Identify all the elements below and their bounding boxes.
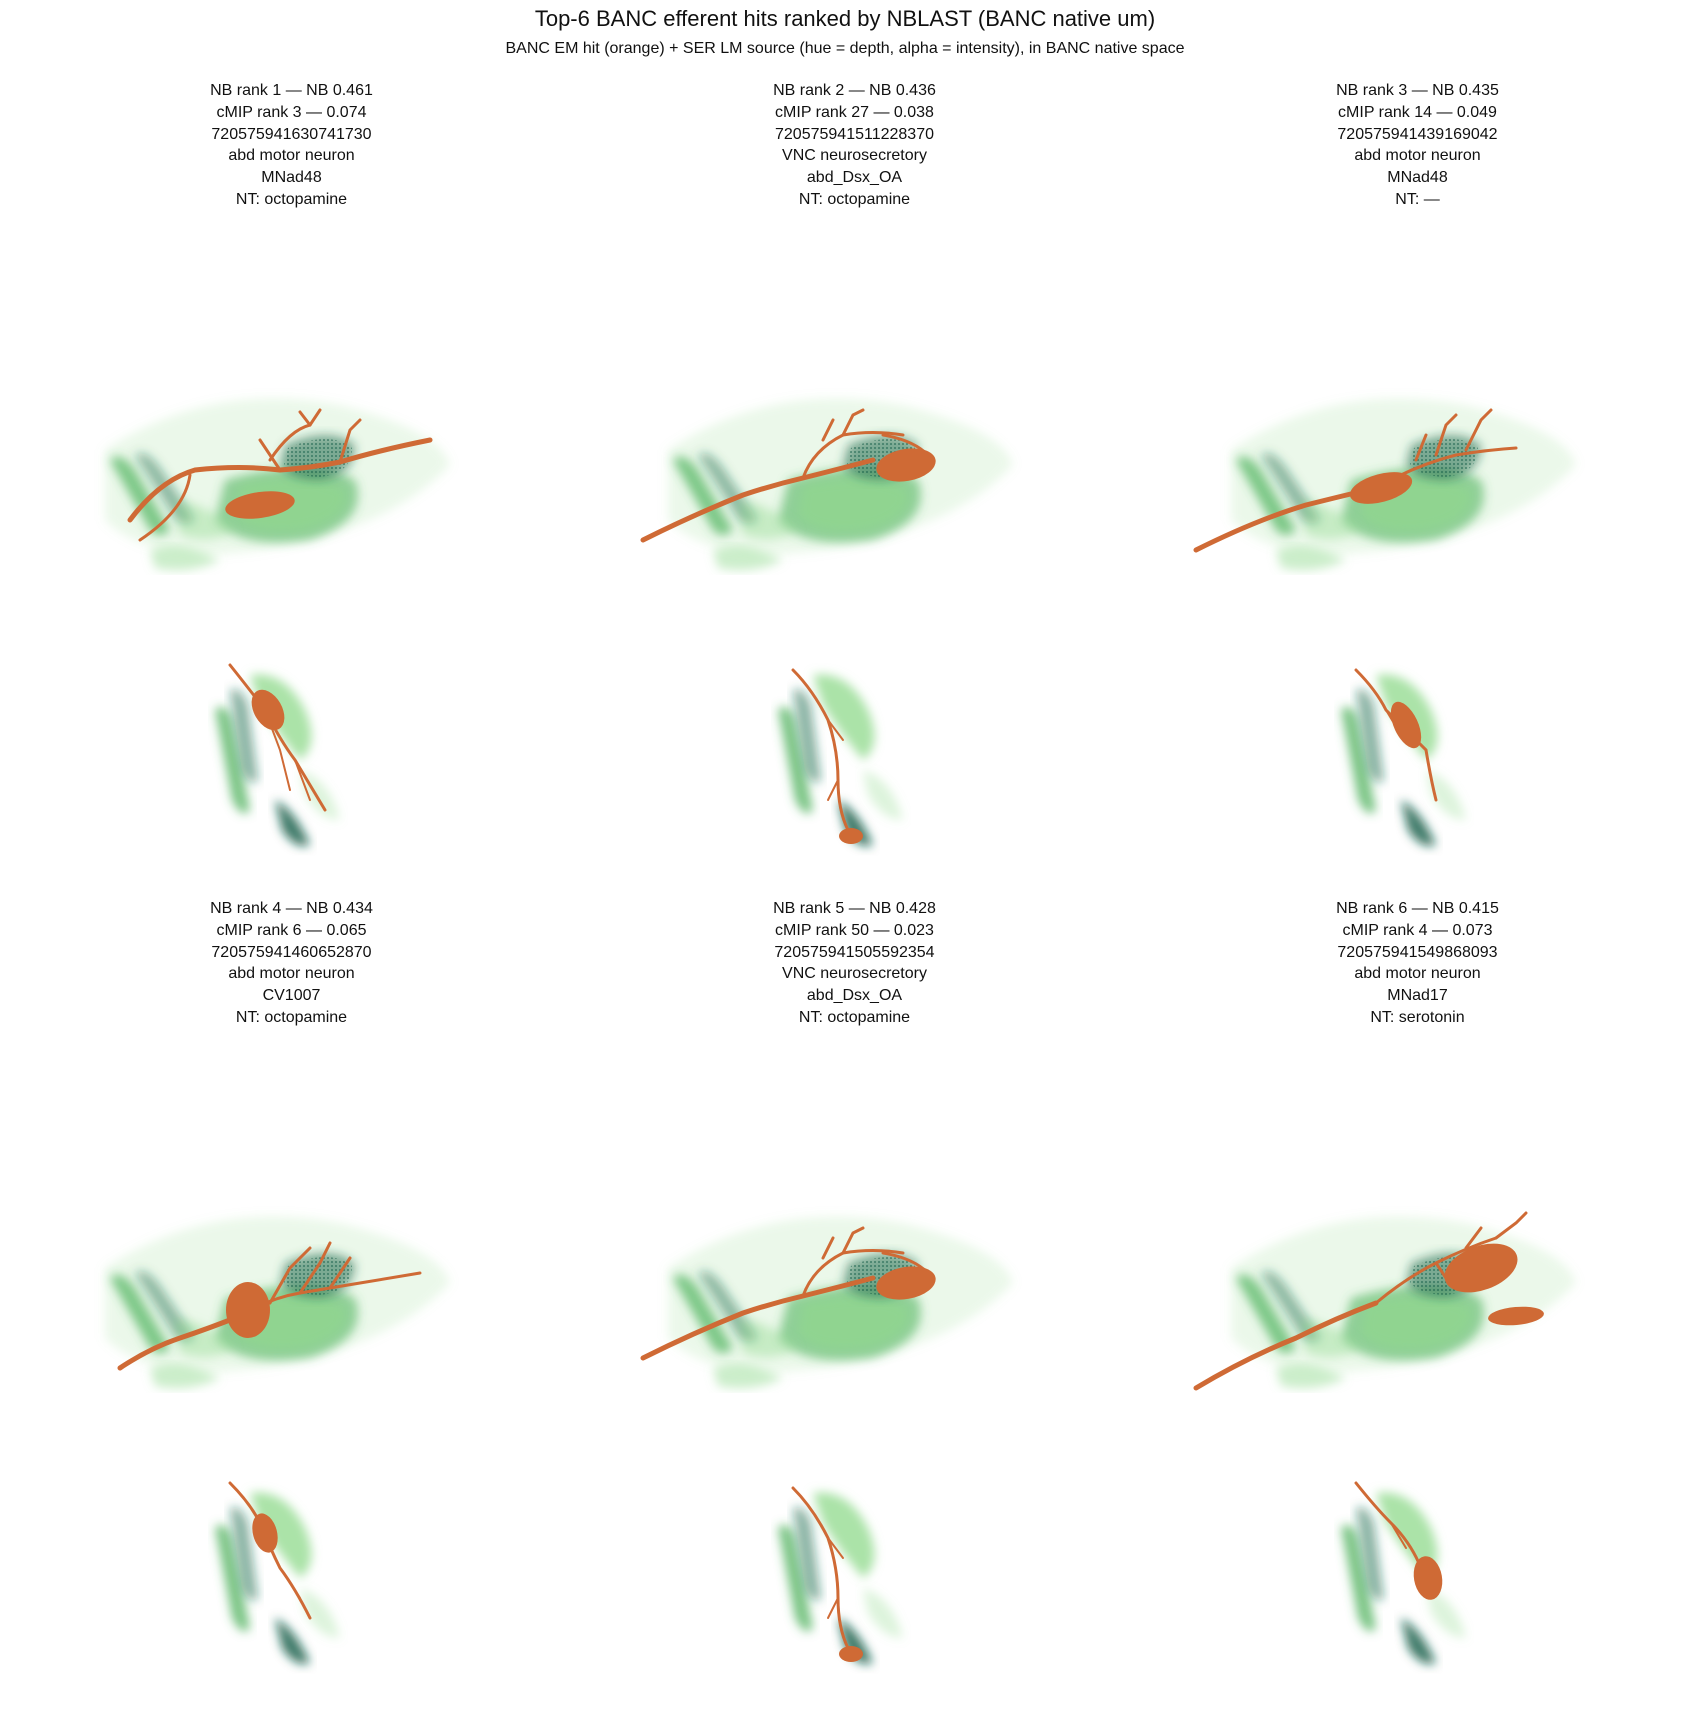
lm-source-cloud [668, 1216, 1013, 1388]
panel-label [10, 80, 573, 211]
cell-type: abd_Dsx_OA [806, 987, 903, 1005]
side-view-render [10, 1468, 573, 1688]
segment-id: 720575941439169042 [1337, 125, 1498, 143]
hit-panel-5 [573, 898, 1136, 1718]
top-view-render [573, 230, 1136, 630]
lm-source-cloud [778, 674, 903, 846]
neurotransmitter: NT: octopamine [798, 1008, 911, 1026]
side-view-render [10, 650, 573, 870]
lm-source-cloud [1341, 674, 1466, 846]
top-view-render [10, 1048, 573, 1448]
super-class: abd motor neuron [1354, 147, 1481, 165]
super-class: abd motor neuron [228, 965, 355, 983]
side-view-render [1136, 650, 1690, 870]
lm-source-cloud [1231, 1216, 1576, 1388]
nb-rank-line: NB rank 1 — NB 0.461 [210, 82, 373, 99]
side-view-render [1136, 1468, 1690, 1688]
nb-rank-line: NB rank 6 — NB 0.415 [1336, 900, 1499, 917]
nb-rank-line: NB rank 4 — NB 0.434 [210, 900, 373, 917]
super-class: abd motor neuron [228, 147, 355, 165]
cmip-rank-line: cMIP rank 14 — 0.049 [1338, 103, 1497, 121]
super-class: abd motor neuron [1354, 965, 1481, 983]
figure-title: Top-6 BANC efferent hits ranked by NBLAST (BANC native um) [534, 6, 1156, 31]
cell-type: abd_Dsx_OA [806, 169, 903, 187]
cell-type: CV1007 [262, 987, 321, 1005]
lm-source-cloud [105, 1216, 450, 1388]
segment-id: 720575941460652870 [211, 943, 372, 961]
top-view-render [1136, 1048, 1690, 1448]
hit-panel-6 [1136, 898, 1690, 1718]
hit-panel-4 [10, 898, 573, 1718]
segment-id: 720575941505592354 [774, 943, 935, 961]
neurotransmitter: NT: serotonin [1370, 1008, 1465, 1026]
neurotransmitter: NT: octopamine [798, 190, 911, 208]
side-view-render [573, 650, 1136, 870]
neurotransmitter: NT: octopamine [235, 190, 348, 208]
top-view-render [1136, 230, 1690, 630]
nb-rank-line: NB rank 3 — NB 0.435 [1336, 82, 1499, 99]
panel-label [573, 898, 1136, 1029]
lm-source-cloud [778, 1492, 903, 1664]
side-view-render [573, 1468, 1136, 1688]
cmip-rank-line: cMIP rank 50 — 0.023 [775, 921, 934, 939]
cmip-rank-line: cMIP rank 4 — 0.073 [1342, 921, 1493, 939]
cmip-rank-line: cMIP rank 27 — 0.038 [775, 103, 934, 121]
segment-id: 720575941511228370 [775, 125, 934, 143]
cell-type: MNad48 [261, 169, 322, 187]
figure-subtitle: BANC EM hit (orange) + SER LM source (hue = depth, alpha = intensity), in BANC native space [505, 40, 1185, 57]
neurotransmitter: NT: octopamine [235, 1008, 348, 1026]
panel-label [573, 80, 1136, 211]
segment-id: 720575941549868093 [1337, 943, 1498, 961]
hit-panel-3 [1136, 80, 1690, 900]
panel-label [1136, 80, 1690, 211]
panel-label [10, 898, 573, 1029]
super-class: VNC neurosecretory [782, 965, 927, 983]
neurotransmitter: NT: — [1395, 190, 1440, 208]
lm-source-cloud [105, 398, 450, 570]
hit-panel-2 [573, 80, 1136, 900]
top-view-render [10, 230, 573, 630]
top-view-render [573, 1048, 1136, 1448]
panel-label [1136, 898, 1690, 1029]
lm-source-cloud [668, 398, 1013, 570]
lm-source-cloud [215, 1492, 340, 1664]
cell-type: MNad17 [1387, 987, 1448, 1005]
segment-id: 720575941630741730 [211, 125, 372, 143]
cmip-rank-line: cMIP rank 3 — 0.074 [216, 103, 367, 121]
lm-source-cloud [1341, 1492, 1466, 1664]
nb-rank-line: NB rank 2 — NB 0.436 [773, 82, 936, 99]
nb-rank-line: NB rank 5 — NB 0.428 [773, 900, 936, 917]
cell-type: MNad48 [1387, 169, 1448, 187]
super-class: VNC neurosecretory [782, 147, 927, 165]
hit-panel-1 [10, 80, 573, 900]
cmip-rank-line: cMIP rank 6 — 0.065 [216, 921, 367, 939]
